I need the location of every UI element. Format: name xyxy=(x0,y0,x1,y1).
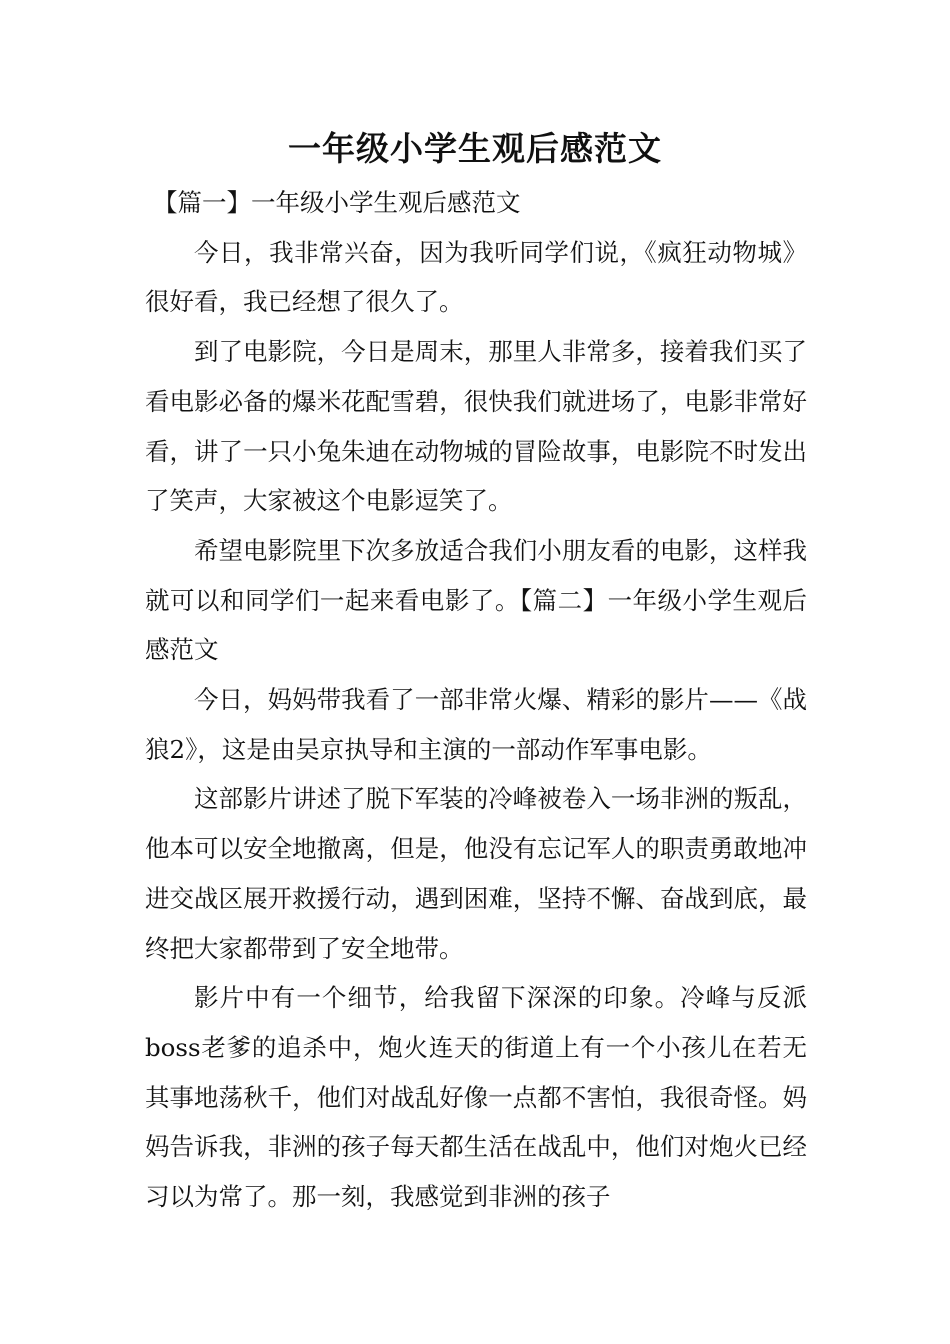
paragraph: 到了电影院，今日是周末，那里人非常多，接着我们买了看电影必备的爆米花配雪碧，很快我们就进场了，电影非常好看，讲了一只小兔朱迪在动物城的冒险故事，电影院不时发出了笑声，大家被这个电影逗笑了。 xyxy=(145,337,807,516)
paragraph: 影片中有一个细节，给我留下深深的印象。冷峰与反派boss老爹的追杀中，炮火连天的街道上有一个小孩儿在若无其事地荡秋千，他们对战乱好像一点都不害怕，我很奇怪。妈妈告诉我，非洲的孩子每天都生活在战乱中，他们对炮火已经习以为常了。那一刻，我感觉到非洲的孩子 xyxy=(145,983,807,1212)
paragraph: 今日，妈妈带我看了一部非常火爆、精彩的影片——《战狼2》，这是由吴京执导和主演的一部动作军事电影。 xyxy=(145,685,807,764)
paragraph: 希望电影院里下次多放适合我们小朋友看的电影，这样我就可以和同学们一起来看电影了。【篇二】一年级小学生观后感范文 xyxy=(145,535,807,665)
section-heading-1: 【篇一】一年级小学生观后感范文 xyxy=(153,188,521,217)
paragraph: 今日，我非常兴奋，因为我听同学们说，《疯狂动物城》很好看，我已经想了很久了。 xyxy=(145,237,807,317)
paragraph: 这部影片讲述了脱下军装的冷峰被卷入一场非洲的叛乱，他本可以安全地撤离，但是，他没有忘记军人的职责勇敢地冲进交战区展开救援行动，遇到困难，坚持不懈、奋战到底，最终把大家都带到了安全地带。 xyxy=(145,784,807,963)
document-title: 一年级小学生观后感范文 xyxy=(288,129,662,168)
document-body xyxy=(145,178,807,1222)
